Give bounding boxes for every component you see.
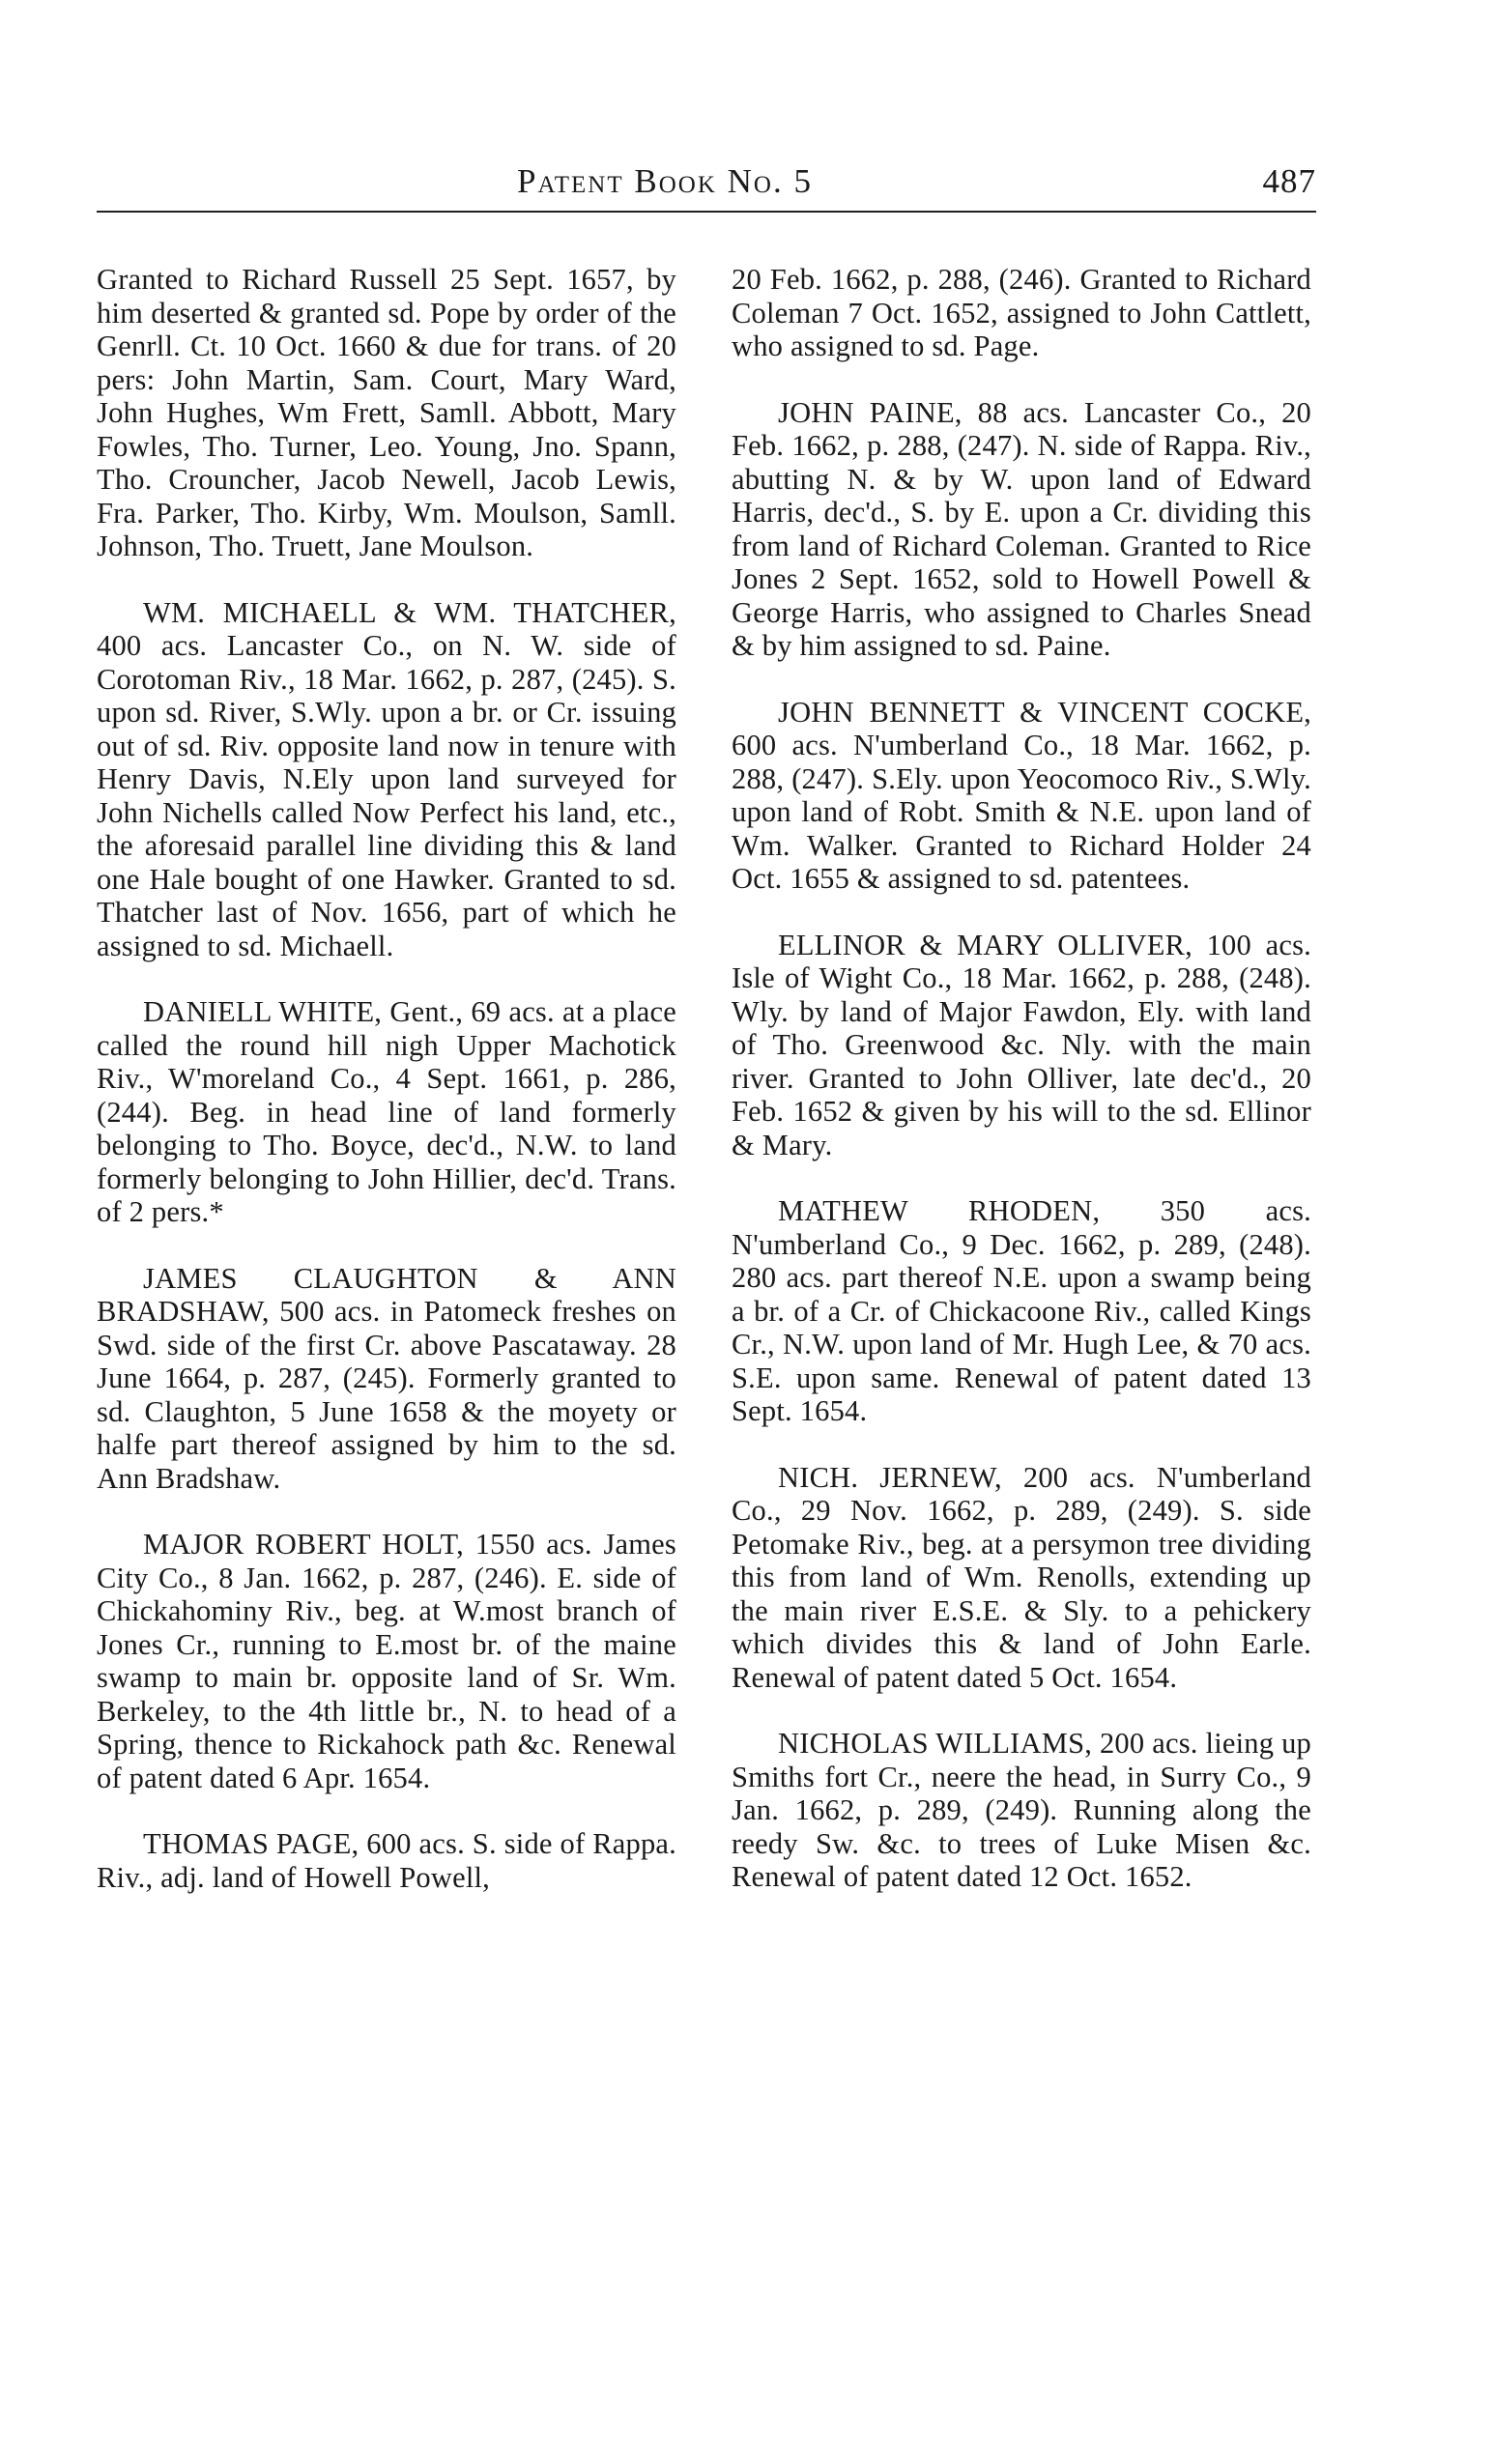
patent-entry: NICH. JERNEW, 200 acs. N'umberland Co., 29 Nov. 1662, p. 289, (249). S. side Petomake Riv., beg. at a persymon tree dividing this from land of Wm. Renolls, extending up the main river E.S.E. & Sly. to a pehickery which divides this & land of John Earle. Renewal of patent dated 5 Oct. 1654. — [732, 1460, 1311, 1694]
header-rule — [97, 211, 1316, 213]
patent-entry: 20 Feb. 1662, p. 288, (246). Granted to Richard Coleman 7 Oct. 1652, assigned to John Cattlett, who assigned to sd. Page. — [732, 263, 1311, 362]
page-number: 487 — [1262, 162, 1316, 200]
patent-entry: THOMAS PAGE, 600 acs. S. side of Rappa. Riv., adj. land of Howell Powell, — [97, 1827, 676, 1894]
right-column — [732, 263, 1311, 1927]
patent-entry: JOHN PAINE, 88 acs. Lancaster Co., 20 Feb. 1662, p. 288, (247). N. side of Rappa. Riv., abutting N. & by W. upon land of Edward Harris, dec'd., S. by E. upon a Cr. dividing this from land of Richard Coleman. Granted to Rice Jones 2 Sept. 1652, sold to Howell Powell & George Harris, who assigned to Charles Snead & by him assigned to sd. Paine. — [732, 395, 1311, 662]
patent-entry: JOHN BENNETT & VINCENT COCKE, 600 acs. N'umberland Co., 18 Mar. 1662, p. 288, (247). S.Ely. upon Yeocomoco Riv., S.Wly. upon land of Robt. Smith & N.E. upon land of Wm. Walker. Granted to Richard Holder 24 Oct. 1655 & assigned to sd. patentees. — [732, 695, 1311, 895]
running-head-title: Patent Book No. 5 — [517, 162, 813, 200]
patent-entry: MATHEW RHODEN, 350 acs. N'umberland Co., 9 Dec. 1662, p. 289, (248). 280 acs. part thereof N.E. upon a swamp being a br. of a Cr. of Chickacoone Riv., called Kings Cr., N.W. upon land of Mr. Hugh Lee, & 70 acs. S.E. upon same. Renewal of patent dated 13 Sept. 1654. — [732, 1194, 1311, 1427]
patent-entry: NICHOLAS WILLIAMS, 200 acs. lieing up Smiths fort Cr., neere the head, in Surry Co., 9 Jan. 1662, p. 289, (249). Running along the reedy Sw. &c. to trees of Luke Misen &c. Renewal of patent dated 12 Oct. 1652. — [732, 1727, 1311, 1893]
patent-entry: ELLINOR & MARY OLLIVER, 100 acs. Isle of Wight Co., 18 Mar. 1662, p. 288, (248). Wly. by land of Major Fawdon, Ely. with land of Tho. Greenwood &c. Nly. with the main river. Granted to John Olliver, late dec'd., 20 Feb. 1652 & given by his will to the sd. Ellinor & Mary. — [732, 928, 1311, 1161]
patent-entry: DANIELL WHITE, Gent., 69 acs. at a place called the round hill nigh Upper Machotick Riv., W'moreland Co., 4 Sept. 1661, p. 286, (244). Beg. in head line of land formerly belonging to Tho. Boyce, dec'd., N.W. to land formerly belonging to John Hillier, dec'd. Trans. of 2 pers.* — [97, 995, 676, 1228]
patent-entry: WM. MICHAELL & WM. THATCHER, 400 acs. Lancaster Co., on N. W. side of Corotoman Riv., 18 Mar. 1662, p. 287, (245). S. upon sd. River, S.Wly. upon a br. or Cr. issuing out of sd. Riv. opposite land now in tenure with Henry Davis, N.Ely upon land surveyed for John Nichells called Now Perfect his land, etc., the aforesaid parallel line dividing this & land one Hale bought of one Hawker. Granted to sd. Thatcher last of Nov. 1656, part of which he assigned to sd. Michaell. — [97, 595, 676, 962]
patent-entry: MAJOR ROBERT HOLT, 1550 acs. James City Co., 8 Jan. 1662, p. 287, (246). E. side of Chickahominy Riv., beg. at W.most branch of Jones Cr., running to E.most br. of the maine swamp to main br. opposite land of Sr. Wm. Berkeley, to the 4th little br., N. to head of a Spring, thence to Rickahock path &c. Renewal of patent dated 6 Apr. 1654. — [97, 1528, 676, 1794]
patent-entry: JAMES CLAUGHTON & ANN BRADSHAW, 500 acs. in Patomeck freshes on Swd. side of the first Cr. above Pascataway. 28 June 1664, p. 287, (245). Formerly granted to sd. Claughton, 5 June 1658 & the moyety or halfe part thereof assigned by him to the sd. Ann Bradshaw. — [97, 1261, 676, 1495]
left-column — [97, 263, 676, 1927]
patent-entry: Granted to Richard Russell 25 Sept. 1657, by him deserted & granted sd. Pope by order of the Genrll. Ct. 10 Oct. 1660 & due for trans. of 20 pers: John Martin, Sam. Court, Mary Ward, John Hughes, Wm Frett, Samll. Abbott, Mary Fowles, Tho. Turner, Leo. Young, Jno. Spann, Tho. Crouncher, Jacob Newell, Jacob Lewis, Fra. Parker, Tho. Kirby, Wm. Moulson, Samll. Johnson, Tho. Truett, Jane Moulson. — [97, 263, 676, 562]
running-header — [97, 162, 1316, 213]
